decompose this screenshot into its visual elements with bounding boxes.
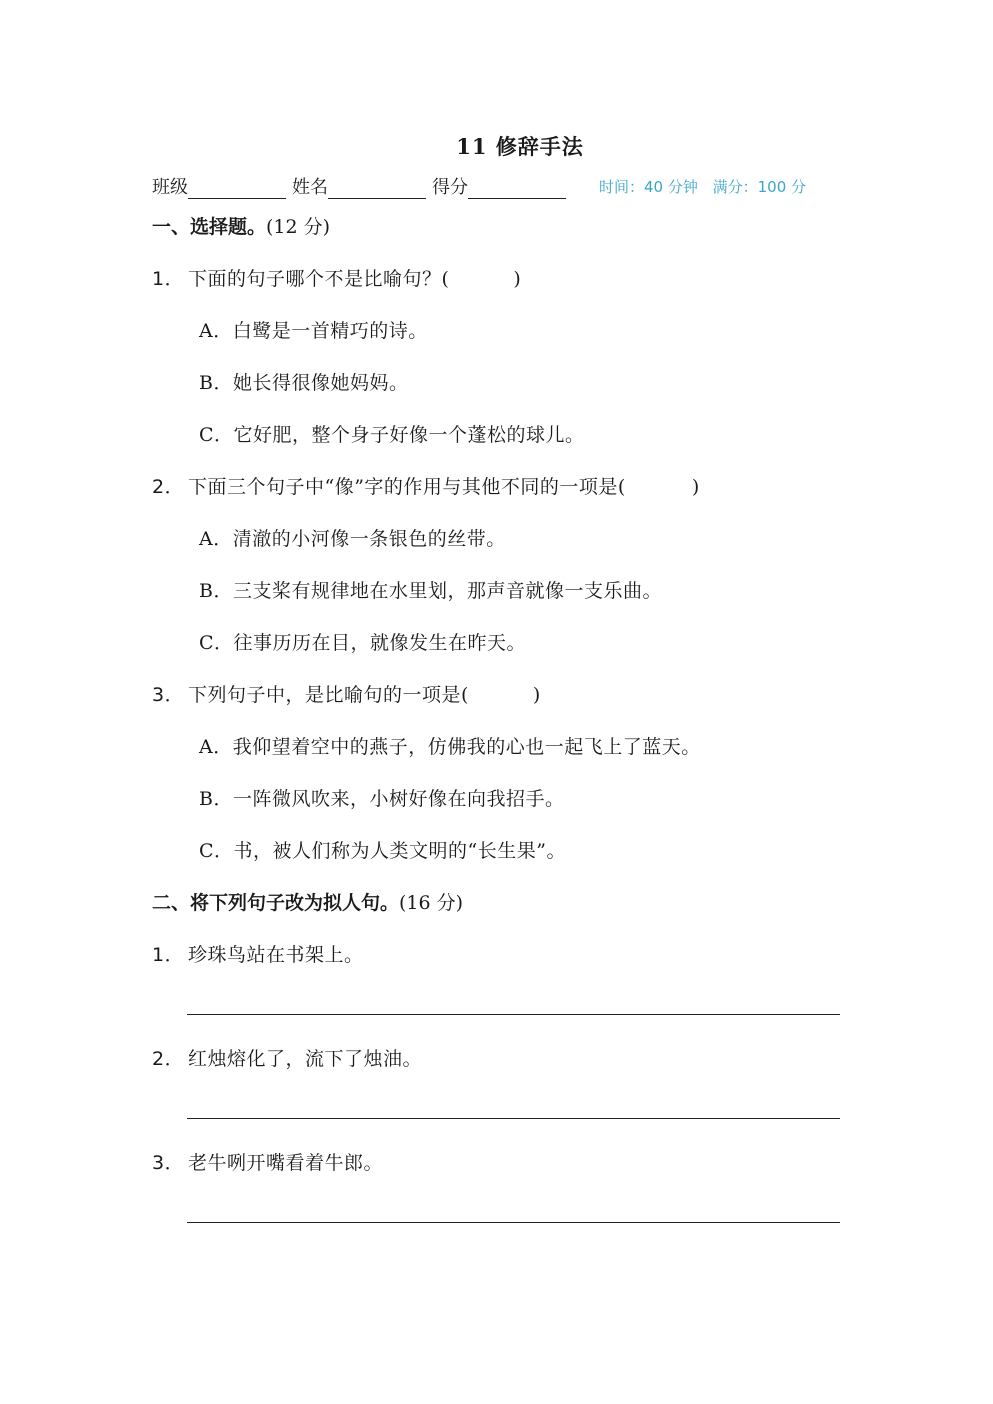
time-limit: 时间：40 分钟 — [599, 178, 698, 196]
exam-meta — [599, 176, 816, 197]
question-2-2 — [152, 1044, 422, 1071]
score-label: 得分 — [432, 177, 468, 198]
section-heading-choice — [152, 212, 330, 239]
class-blank[interactable] — [188, 176, 286, 199]
question-number: 3． — [152, 684, 185, 706]
answer-line-3[interactable] — [187, 1222, 840, 1223]
name-label: 姓名 — [292, 177, 328, 198]
answer-line-1[interactable] — [187, 1014, 840, 1015]
question-1-1 — [152, 264, 521, 291]
question-1-2 — [152, 472, 700, 499]
question-1-3 — [152, 680, 541, 707]
close-paren: ) — [532, 684, 541, 706]
question-text: 老牛咧开嘴看着牛郎。 — [188, 1152, 384, 1174]
question-number: 2． — [152, 476, 185, 498]
option-3-b: B．一阵微风吹来，小树好像在向我招手。 — [199, 788, 565, 810]
page-title: 11 修辞手法 — [456, 134, 584, 159]
section-heading-rewrite — [152, 888, 463, 915]
section-heading-text: 一、选择题。 — [152, 216, 267, 238]
section-heading-text: 二、将下列句子改为拟人句。 — [152, 892, 400, 914]
student-info-row — [152, 173, 572, 199]
question-text: 珍珠鸟站在书架上。 — [188, 944, 364, 966]
question-2-1 — [152, 940, 364, 967]
option-3-c: C．书，被人们称为人类文明的“长生果”。 — [199, 840, 566, 862]
question-text: 下面三个句子中“像”字的作用与其他不同的一项是( — [188, 476, 626, 498]
full-score: 满分：100 分 — [712, 178, 807, 196]
option-2-c: C．往事历历在目，就像发生在昨天。 — [199, 632, 527, 654]
score-blank[interactable] — [468, 176, 566, 199]
question-text: 下面的句子哪个不是比喻句？( — [188, 268, 450, 290]
question-number: 3． — [152, 1152, 185, 1174]
question-text: 下列句子中，是比喻句的一项是( — [188, 684, 469, 706]
option-1-b: B．她长得很像她妈妈。 — [199, 372, 409, 394]
option-3-a: A．我仰望着空中的燕子，仿佛我的心也一起飞上了蓝天。 — [199, 736, 701, 758]
question-number: 2． — [152, 1048, 185, 1070]
section-score: (12 分) — [266, 216, 331, 238]
option-1-a: A．白鹭是一首精巧的诗。 — [199, 320, 428, 342]
question-text: 红烛熔化了，流下了烛油。 — [188, 1048, 423, 1070]
name-blank[interactable] — [328, 176, 426, 199]
answer-line-2[interactable] — [187, 1118, 840, 1119]
question-number: 1． — [152, 268, 185, 290]
class-label: 班级 — [152, 177, 188, 198]
close-paren: ) — [513, 268, 522, 290]
option-1-c: C．它好肥，整个身子好像一个蓬松的球儿。 — [199, 424, 585, 446]
option-2-a: A．清澈的小河像一条银色的丝带。 — [199, 528, 506, 550]
question-number: 1． — [152, 944, 185, 966]
close-paren: ) — [691, 476, 700, 498]
option-2-b: B．三支桨有规律地在水里划，那声音就像一支乐曲。 — [199, 580, 662, 602]
question-2-3 — [152, 1148, 383, 1175]
section-score: (16 分) — [399, 892, 464, 914]
